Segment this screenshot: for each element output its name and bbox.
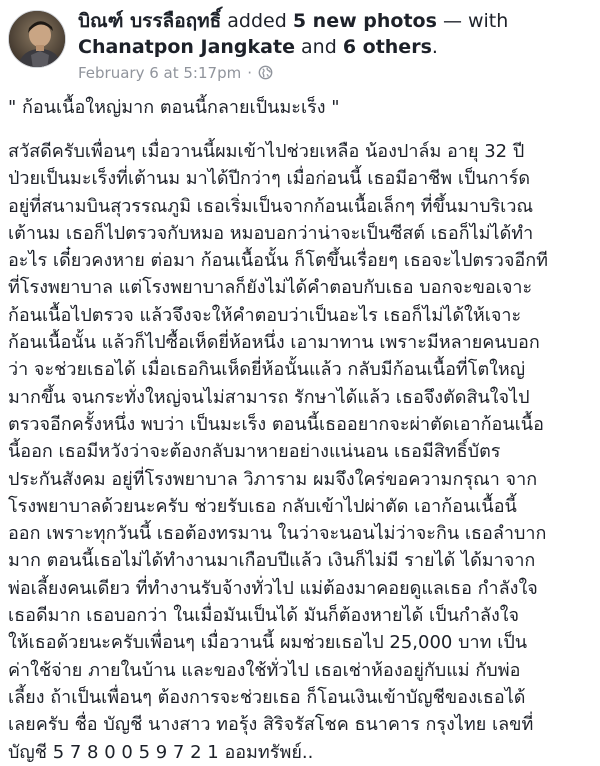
period-text: . [431, 36, 438, 58]
body-line: ก้อนเนื้อนั้น แล้วก็ไปซื้อเห็ดยี่ห้อหนึ่ง เอามาทาน เพราะมีหลายคนบอก [8, 332, 540, 354]
body-line: ออก เพราะทุกวันนี้ เธอต้องทรมาน ในว่าจะนอนไม่ว่าจะกิน เธอลำบาก [8, 523, 547, 545]
body-line: เลยครับ ชื่อ บัญชี นางสาว ทอรุ้ง สิริจรัสโชค ธนาคาร กรุงไทย เลขที่ [8, 714, 534, 736]
body-line: มาก ตอนนี้เธอไม่ได้ทำงานมาเกือบปีแล้ว เงินก็ไม่มี รายได้ ได้มาจาก [8, 550, 536, 572]
body-line: ป่วยเป็นมะเร็งที่เต้านม มาได้ปีกว่าๆ เมื่อก่อนนี้ เธอมีอาชีพ เป็นการ์ด [8, 168, 531, 190]
others-link[interactable]: 6 others [342, 36, 432, 58]
body-line: มากขึ้น จนกระทั่งใหญ่จนไม่สามารถ รักษาได้แล้ว เธอจึงตัดสินใจไป [8, 386, 530, 408]
body-line: อะไร เดี๋ยวคงหาย ต่อมา ก้อนเนื้อนั้น ก็โตขึ้นเรื่อยๆ เธอจะไปตรวจอีกที [8, 250, 548, 272]
timestamp-link[interactable]: February 6 at 5:17pm [78, 64, 242, 82]
action-text: added [227, 10, 287, 32]
body-line: ว่า จะช่วยเธอได้ เมื่อเธอกินเห็ดยี่ห้อนั้นแล้ว กลับมีก้อนเนื้อที่โตใหญ่ [8, 359, 526, 381]
body-line: พ่อเลี้ยงคนเดียว ที่ทำงานรับจ้างทั่วไป แม่ต้องมาคอยดูแลเธอ กำลังใจ [8, 577, 538, 599]
post-paragraph [8, 138, 592, 766]
post-header [8, 8, 592, 90]
post-body [8, 94, 592, 766]
body-line: อยู่ที่สนามบินสุวรรณภูมิ เธอเริ่มเป็นจากก้อนเนื้อเล็กๆ ที่ขึ้นมาบริเวณ [8, 195, 534, 217]
header-text [78, 8, 592, 86]
body-line: ก้อนเนื้อไปตรวจ แล้วจึงจะให้คำตอบว่าเป็นอะไร เธอก็ไม่ได้ให้เจาะ [8, 304, 522, 326]
tagged-person-link[interactable]: Chanatpon Jangkate [78, 36, 295, 58]
body-line: บัญชี 5 7 8 0 0 5 9 7 2 1 ออมทรัพย์.. [8, 741, 314, 763]
author-name-link[interactable]: บิณฑ์ บรรลือฤทธิ์ [78, 10, 222, 32]
post-meta [78, 62, 592, 86]
body-line: โรงพยาบาลด้วยนะครับ ช่วยรับเธอ กลับเข้าไปผ่าตัด เอาก้อนเนื้อนี้ [8, 495, 517, 517]
and-text: and [301, 36, 337, 58]
body-line: เธอดีมาก เธอบอกว่า ในเมื่อมันเป็นได้ มันก็ต้องหายได้ เป็นกำลังใจ [8, 605, 520, 627]
body-line: ที่โรงพยาบาล แต่โรงพยาบาลก็ยังไม่ได้คำตอบกับเธอ บอกจะขอเจาะ [8, 277, 533, 299]
avatar-photo-icon [9, 11, 66, 68]
body-line: เลี้ยง ถ้าเป็นเพื่อนๆ ต้องการจะช่วยเธอ ก็โอนเงินเข้าบัญชีของเธอได้ [8, 686, 526, 708]
header-line-1 [78, 8, 592, 34]
with-text: — with [442, 10, 509, 32]
body-line: ตรวจอีกครั้งหนึ่ง พบว่า เป็นมะเร็ง ตอนนี้เธออยากจะผ่าตัดเอาก้อนเนื้อ [8, 413, 544, 435]
body-line: เต้านม เธอก็ไปตรวจกับหมอ หมอบอกว่าน่าจะเป็นซีสต์ เธอก็ไม่ได้ทำ [8, 222, 534, 244]
body-line: ให้เธอด้วยนะครับเพื่อนๆ เมื่อวานนี้ ผมช่วยเธอไป 25,000 บาท เป็น [8, 632, 528, 654]
post-title: " ก้อนเนื้อใหญ่มาก ตอนนี้กลายเป็นมะเร็ง " [8, 97, 340, 118]
photo-count-link[interactable]: 5 new photos [292, 10, 437, 32]
body-line: นี้ออก เธอมีหวังว่าจะต้องกลับมาหายอย่างแน่นอน เธอมีสิทธิ์บัตร [8, 441, 501, 463]
body-line: ค่าใช้จ่าย ภายในบ้าน และของใช้ทั่วไป เธอเช่าห้องอยู่กับแม่ กับพ่อ [8, 659, 521, 681]
author-avatar[interactable] [8, 10, 66, 68]
globe-icon[interactable] [258, 64, 273, 86]
meta-separator: · [247, 64, 252, 82]
body-line: สวัสดีครับเพื่อนๆ เมื่อวานนี้ผมเข้าไปช่วยเหลือ น้องปาล์ม อายุ 32 ปี [8, 141, 525, 162]
body-line: ประกันสังคม อยู่ที่โรงพยาบาล วิภาราม ผมจึงใคร่ขอความกรุณา จาก [8, 468, 538, 490]
header-line-2 [78, 34, 592, 60]
